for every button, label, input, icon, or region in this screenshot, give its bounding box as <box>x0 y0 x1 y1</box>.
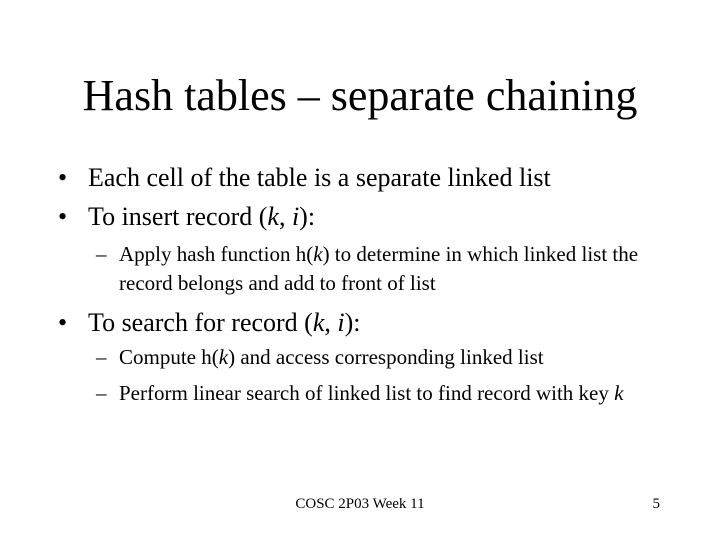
slide-footer: COSC 2P03 Week 11 <box>295 496 425 512</box>
sub-bullet-marker: – <box>96 242 107 266</box>
bullet-marker: • <box>58 308 68 337</box>
sub-bullet-marker: – <box>96 345 107 369</box>
bullet-marker: • <box>58 202 68 231</box>
bullet-marker: • <box>58 163 68 192</box>
bullet-text: To insert record (k, i): <box>88 202 316 231</box>
sub-bullet-marker: – <box>96 381 107 405</box>
sub-bullet-text: Perform linear search of linked list to find record with key k <box>119 381 624 405</box>
page-number: 5 <box>652 496 660 512</box>
bullet-insert-record <box>58 201 315 233</box>
sub-bullet-compute-hash <box>96 343 656 372</box>
bullet-each-cell <box>58 162 551 194</box>
sub-bullet-text: Apply hash function h(k) to determine in which linked list the record belongs and add to front of list <box>119 242 639 295</box>
sub-bullet-apply-hash <box>96 240 656 298</box>
bullet-search-record <box>58 307 361 339</box>
slide-title: Hash tables – separate chaining <box>82 71 638 120</box>
bullet-text: To search for record (k, i): <box>88 308 361 337</box>
sub-bullet-text: Compute h(k) and access corresponding linked list <box>119 345 544 369</box>
sub-bullet-linear-search <box>96 379 656 408</box>
bullet-text: Each cell of the table is a separate linked list <box>88 163 551 192</box>
